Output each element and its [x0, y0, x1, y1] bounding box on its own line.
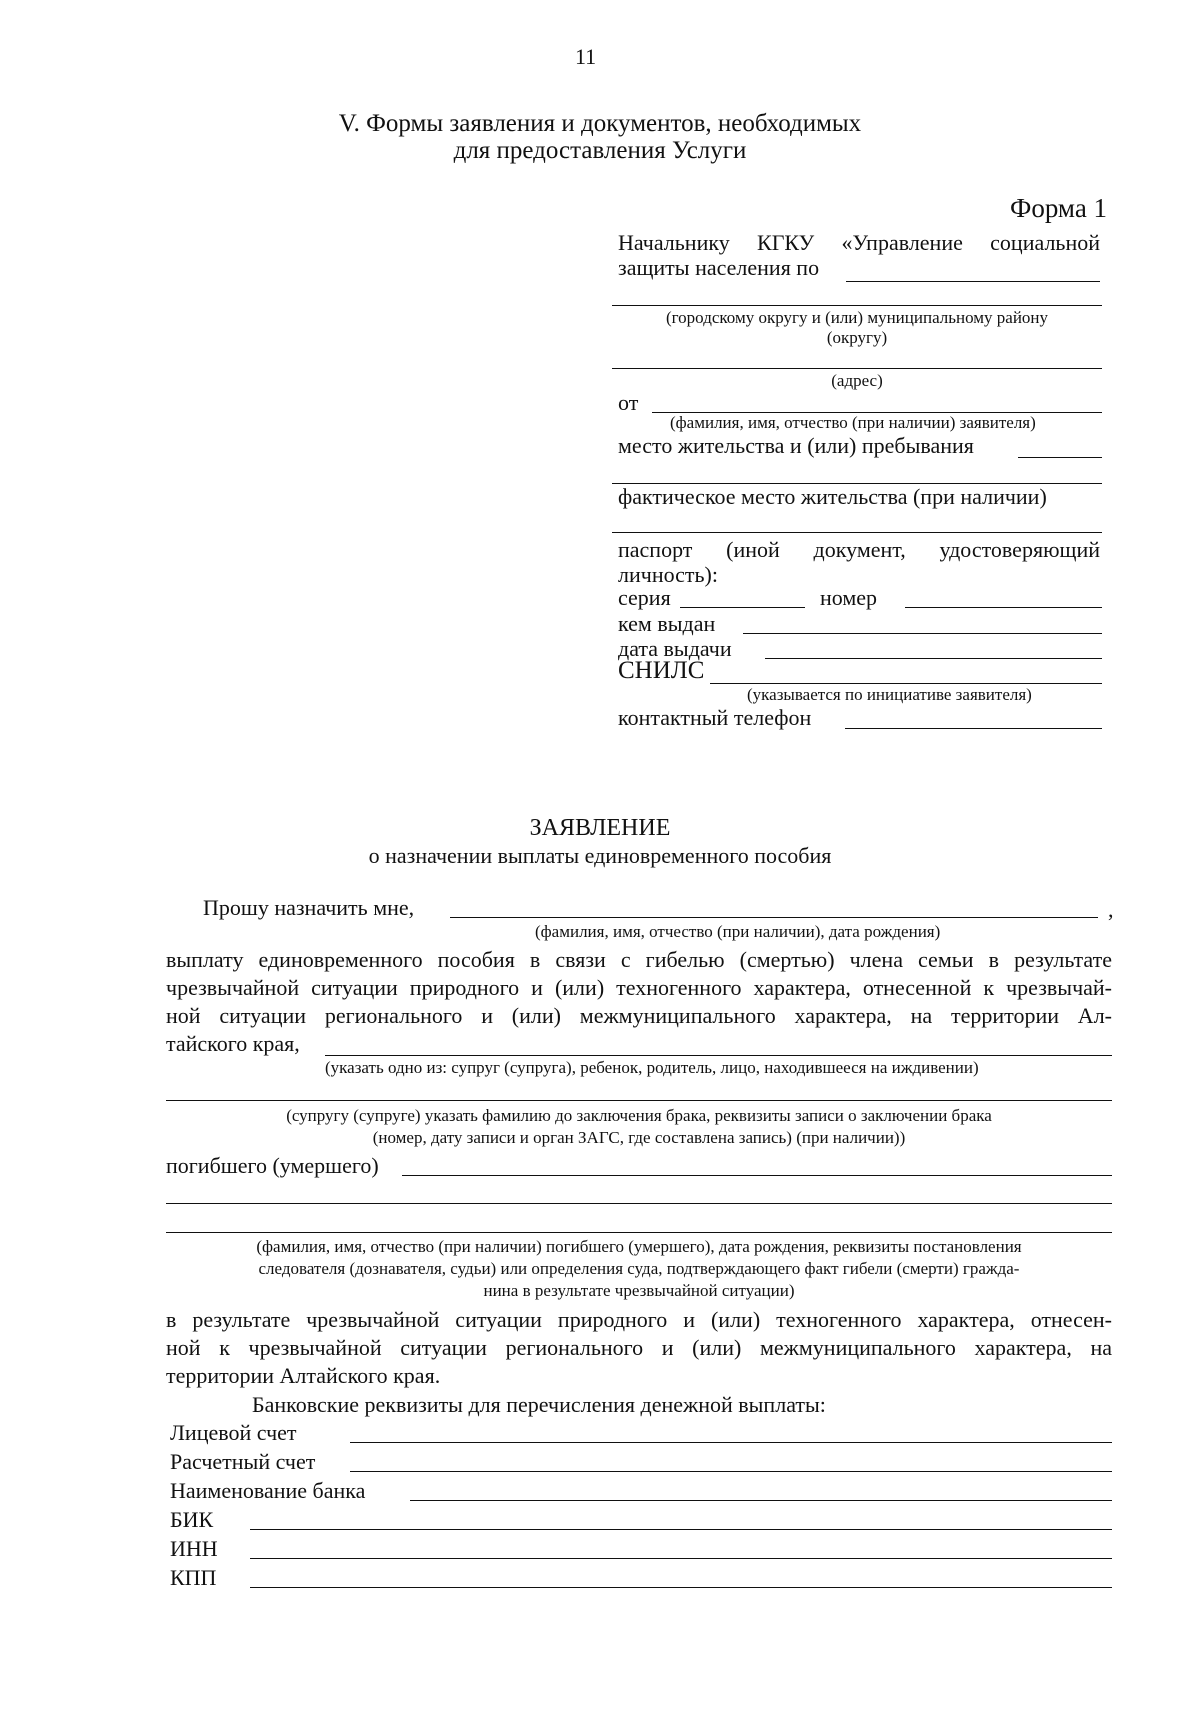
issue-date-field-line[interactable] — [765, 658, 1102, 659]
addressee-line2: защиты населения по — [618, 255, 820, 280]
form-label: Форма 1 — [1010, 193, 1108, 223]
inn-field[interactable] — [250, 1558, 1112, 1559]
snils-caption: (указывается по инициативе заявителя) — [747, 685, 1032, 704]
actual-residence-line[interactable] — [612, 532, 1102, 533]
settlement-account-label: Расчетный счет — [170, 1449, 316, 1474]
issue-date-label: дата выдачи — [618, 636, 732, 661]
district-field-line[interactable] — [846, 281, 1100, 282]
relation-field-line[interactable] — [325, 1055, 1112, 1056]
para1-line3: ной ситуации регионального и (или) межмуниципального характера, на территории Ал- — [166, 1003, 1112, 1028]
request-comma: , — [1108, 897, 1114, 922]
snils-label: СНИЛС — [618, 657, 705, 684]
addressee-line1: Начальнику КГКУ «Управление социальной — [618, 230, 1100, 255]
para2-line2: ной к чрезвычайной ситуации регионального и (или) межмуниципального характера, на — [166, 1335, 1112, 1360]
para1-line4: тайского края, — [166, 1031, 300, 1056]
caption-deceased-2: следователя (дознавателя, судьи) или определения суда, подтверждающего факт гибели (смерти) гражда- — [258, 1259, 1020, 1278]
snils-field-line[interactable] — [710, 683, 1102, 684]
bik-label: БИК — [170, 1507, 214, 1532]
residence-label: место жительства и (или) пребывания — [618, 433, 974, 458]
caption-district-1: (городскому округу и (или) муниципальному району — [665, 308, 1049, 327]
residence-field-line[interactable] — [1018, 457, 1102, 458]
caption-address: (адрес) — [831, 371, 883, 390]
caption-district-2: (округу) — [826, 328, 888, 347]
bank-heading: Банковские реквизиты для перечисления денежной выплаты: — [252, 1392, 826, 1417]
page-number: 11 — [575, 44, 597, 69]
bank-name-label: Наименование банка — [170, 1478, 366, 1503]
phone-label: контактный телефон — [618, 705, 812, 730]
number-field-line[interactable] — [905, 607, 1102, 608]
statement-subtitle: о назначении выплаты единовременного пособия — [368, 843, 832, 868]
phone-field-line[interactable] — [845, 728, 1102, 729]
caption-relation: (указать одно из: супруг (супруга), ребенок, родитель, лицо, находившееся на иждивении) — [325, 1058, 979, 1077]
district-field-line-2[interactable] — [612, 305, 1102, 306]
section-title-line2: для предоставления Услуги — [453, 137, 747, 164]
issued-by-field-line[interactable] — [743, 633, 1102, 634]
address-field-line[interactable] — [612, 368, 1102, 369]
passport-line2: личность): — [618, 562, 718, 587]
para2-line1: в результате чрезвычайной ситуации природного и (или) техногенного характера, отнесен- — [166, 1307, 1112, 1332]
series-label: серия — [618, 585, 671, 610]
series-field-line[interactable] — [680, 607, 805, 608]
personal-account-label: Лицевой счет — [170, 1420, 297, 1445]
caption-spouse-2: (номер, дату записи и орган ЗАГС, где составлена запись) (при наличии)) — [372, 1128, 906, 1147]
spouse-field-line[interactable] — [166, 1100, 1112, 1101]
para1-line1: выплату единовременного пособия в связи с гибелью (смертью) члена семьи в результате — [166, 947, 1112, 972]
applicant-self-line[interactable] — [450, 917, 1098, 918]
kpp-label: КПП — [170, 1565, 217, 1590]
settlement-account-field[interactable] — [350, 1471, 1112, 1472]
from-label: от — [618, 390, 639, 415]
request-label: Прошу назначить мне, — [203, 895, 415, 920]
statement-title: ЗАЯВЛЕНИЕ — [529, 815, 671, 841]
kpp-field[interactable] — [250, 1587, 1112, 1588]
para2-line3: территории Алтайского края. — [166, 1363, 441, 1388]
passport-line1: паспорт (иной документ, удостоверяющий — [618, 537, 1100, 562]
deceased-field-line-3[interactable] — [166, 1232, 1112, 1233]
personal-account-field[interactable] — [350, 1442, 1112, 1443]
number-label: номер — [820, 585, 878, 610]
bank-name-field[interactable] — [410, 1500, 1112, 1501]
para1-line2: чрезвычайной ситуации природного и (или) техногенного характера, отнесенной к чрезвычай- — [166, 975, 1112, 1000]
caption-deceased-1: (фамилия, имя, отчество (при наличии) погибшего (умершего), дата рождения, реквизиты постановления — [256, 1237, 1022, 1256]
caption-applicant: (фамилия, имя, отчество (при наличии) заявителя) — [670, 413, 1036, 432]
inn-label: ИНН — [170, 1536, 218, 1561]
caption-self: (фамилия, имя, отчество (при наличии), дата рождения) — [535, 922, 941, 941]
deceased-label: погибшего (умершего) — [166, 1153, 379, 1178]
bik-field[interactable] — [250, 1529, 1112, 1530]
caption-spouse-1: (супругу (супруге) указать фамилию до заключения брака, реквизиты записи о заключении брака — [286, 1106, 992, 1125]
section-title-line1: V. Формы заявления и документов, необходимых — [338, 110, 862, 137]
deceased-field-line[interactable] — [402, 1175, 1112, 1176]
actual-residence-label: фактическое место жительства (при наличии) — [618, 484, 1047, 509]
deceased-field-line-2[interactable] — [166, 1203, 1112, 1204]
caption-deceased-3: нина в результате чрезвычайной ситуации) — [483, 1281, 795, 1300]
issued-by-label: кем выдан — [618, 611, 716, 636]
